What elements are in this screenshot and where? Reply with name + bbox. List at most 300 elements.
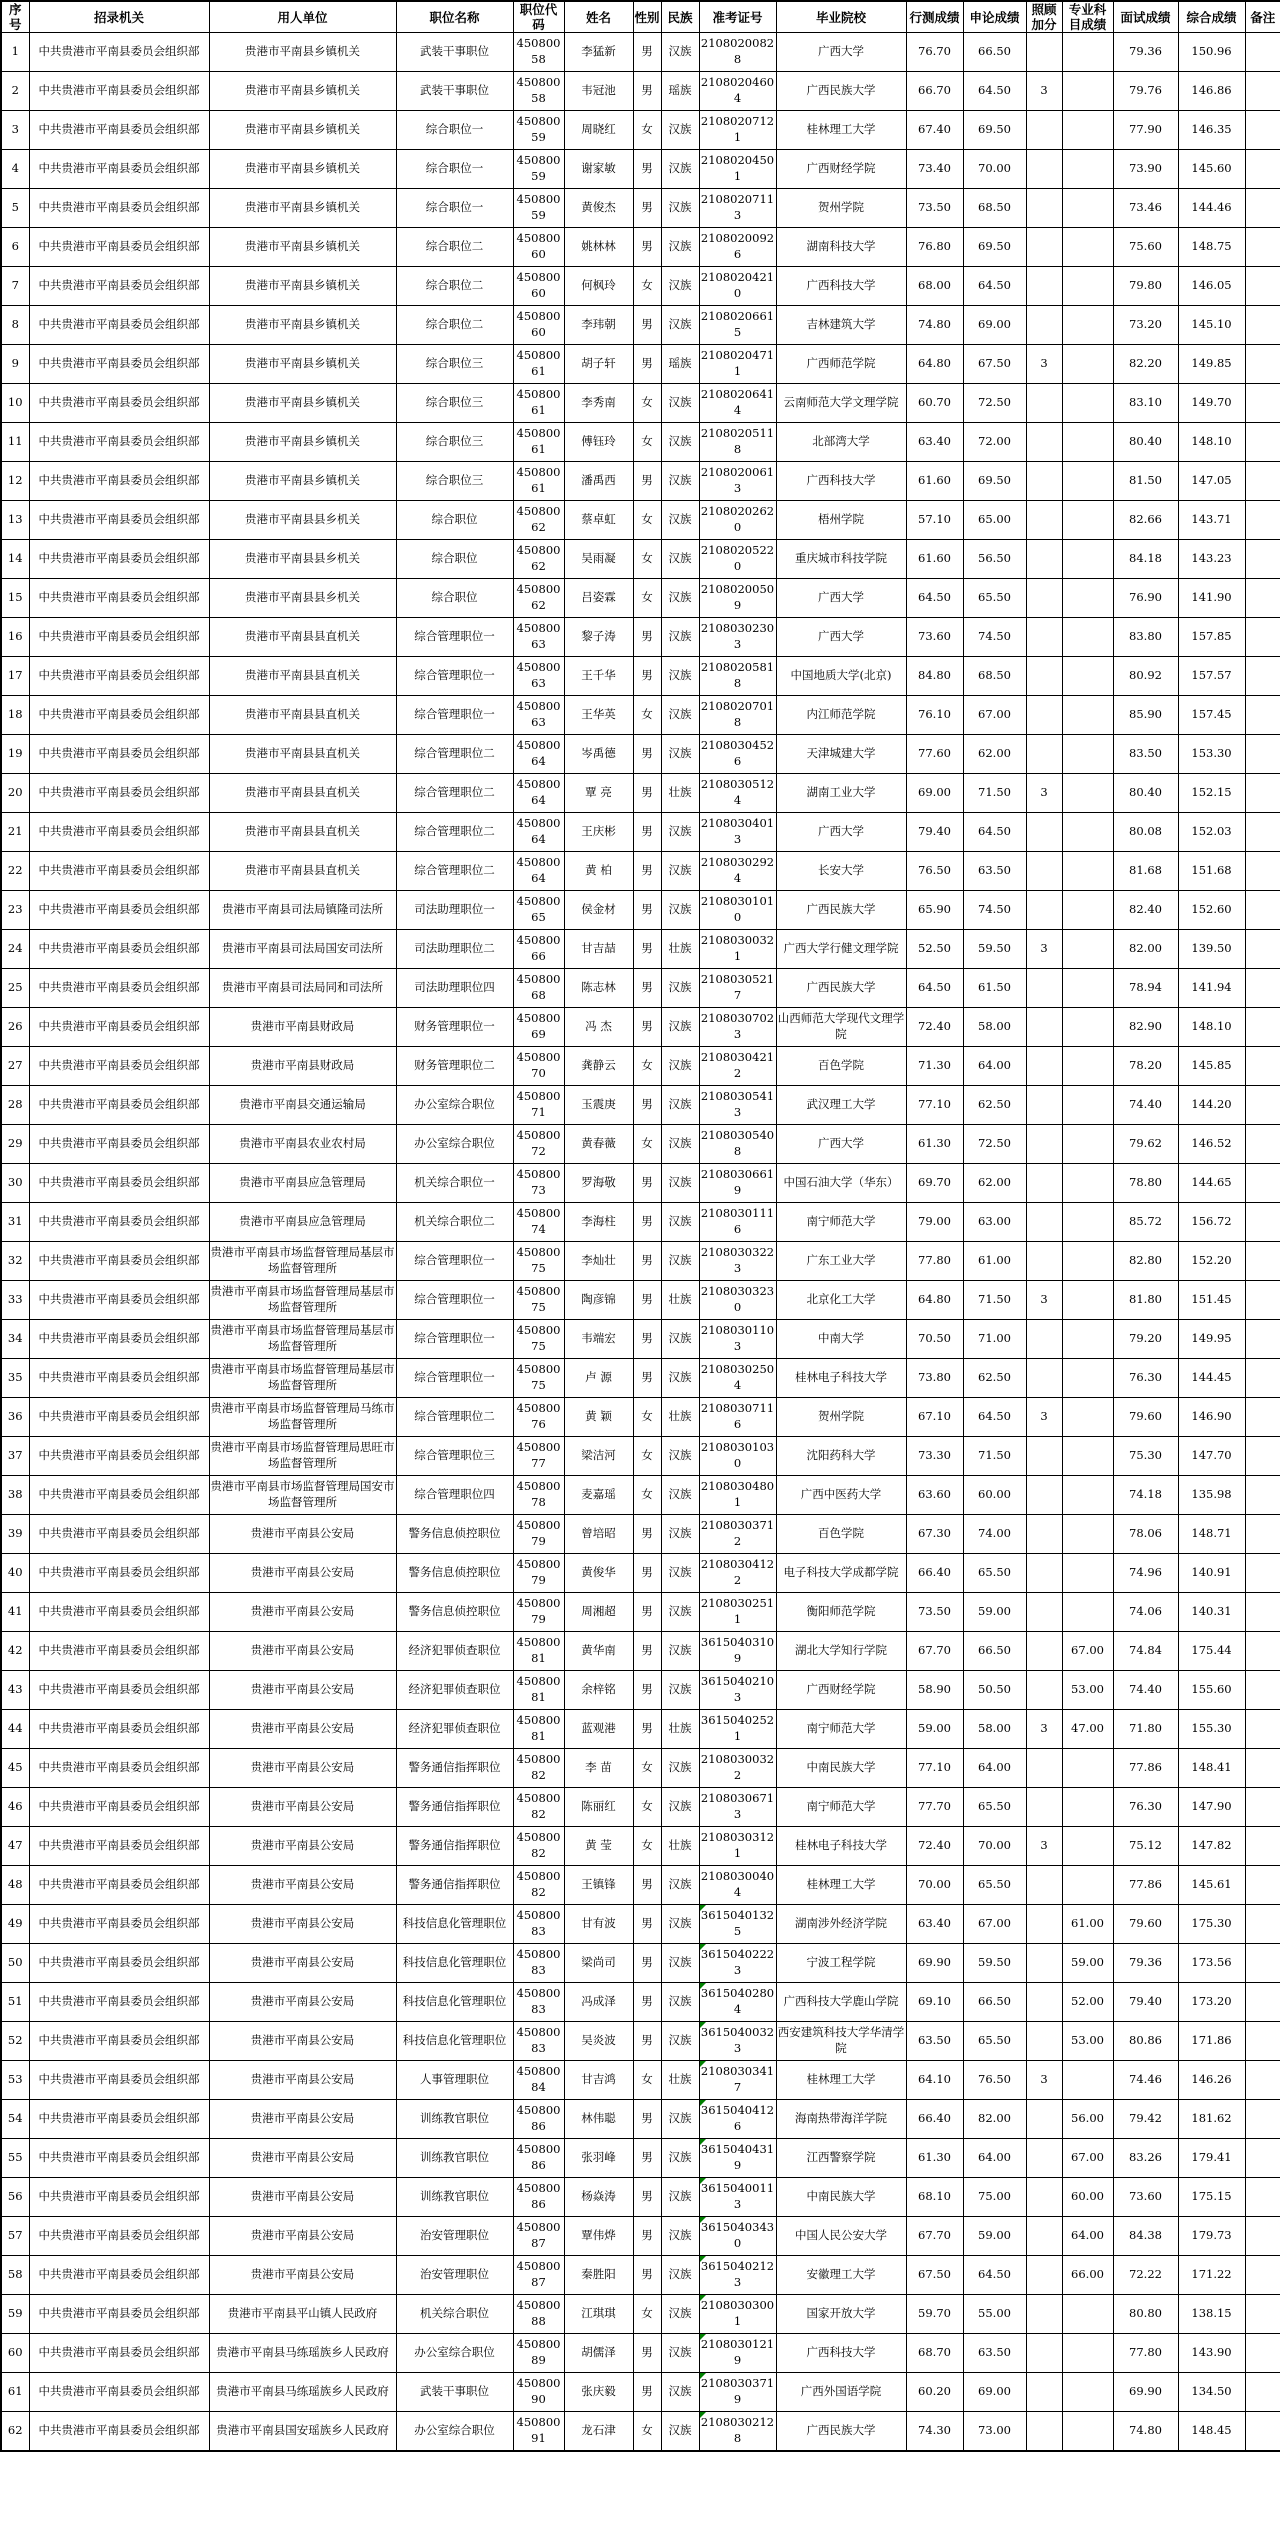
table-row xyxy=(1,1944,1280,1983)
professional-subject-score xyxy=(1062,852,1113,891)
recruiting-organ: 中共贵港市平南县委员会组织部 xyxy=(29,384,209,423)
candidate-name: 麦嘉瑶 xyxy=(564,1476,633,1515)
exam-number: 21080205220 xyxy=(699,540,776,579)
employing-unit: 贵港市平南县公安局 xyxy=(209,2256,396,2295)
gender: 男 xyxy=(633,1359,661,1398)
aptitude-score: 77.80 xyxy=(906,1242,963,1281)
professional-subject-score xyxy=(1062,501,1113,540)
exam-number: 21080302504 xyxy=(699,1359,776,1398)
aptitude-score: 60.70 xyxy=(906,384,963,423)
overall-score: 157.57 xyxy=(1178,657,1245,696)
position-code: 45080058 xyxy=(513,33,564,72)
interview-score: 77.90 xyxy=(1113,111,1178,150)
ethnicity: 汉族 xyxy=(661,1320,699,1359)
professional-subject-score xyxy=(1062,1437,1113,1476)
bonus-points xyxy=(1026,1125,1062,1164)
ethnicity: 汉族 xyxy=(661,2334,699,2373)
employing-unit: 贵港市平南县市场监督管理局基层市场监督管理所 xyxy=(209,1281,396,1320)
overall-score: 179.73 xyxy=(1178,2217,1245,2256)
gender: 男 xyxy=(633,969,661,1008)
position-name: 科技信息化管理职位 xyxy=(396,1983,513,2022)
bonus-points xyxy=(1026,696,1062,735)
employing-unit: 贵港市平南县公安局 xyxy=(209,1632,396,1671)
aptitude-score: 59.70 xyxy=(906,2295,963,2334)
graduation-school: 吉林建筑大学 xyxy=(776,306,906,345)
exam-number: 21080200613 xyxy=(699,462,776,501)
exam-number: 21080301103 xyxy=(699,1320,776,1359)
gender: 女 xyxy=(633,1827,661,1866)
exam-number: 21080304013 xyxy=(699,813,776,852)
graduation-school: 广西大学 xyxy=(776,1125,906,1164)
graduation-school: 广西科技大学鹿山学院 xyxy=(776,1983,906,2022)
remark xyxy=(1245,1944,1280,1983)
position-code: 45080082 xyxy=(513,1788,564,1827)
aptitude-score: 66.40 xyxy=(906,1554,963,1593)
essay-score: 74.50 xyxy=(963,891,1026,930)
aptitude-score: 63.40 xyxy=(906,1905,963,1944)
essay-score: 59.50 xyxy=(963,1944,1026,1983)
bonus-points xyxy=(1026,735,1062,774)
ethnicity: 汉族 xyxy=(661,618,699,657)
ethnicity: 汉族 xyxy=(661,423,699,462)
recruiting-organ: 中共贵港市平南县委员会组织部 xyxy=(29,462,209,501)
graduation-school: 广西财经学院 xyxy=(776,150,906,189)
table-row xyxy=(1,852,1280,891)
essay-score: 61.50 xyxy=(963,969,1026,1008)
position-name: 财务管理职位一 xyxy=(396,1008,513,1047)
essay-score: 72.00 xyxy=(963,423,1026,462)
overall-score: 179.41 xyxy=(1178,2139,1245,2178)
interview-score: 74.40 xyxy=(1113,1671,1178,1710)
gender: 男 xyxy=(633,1632,661,1671)
position-code: 45080064 xyxy=(513,735,564,774)
row-number: 61 xyxy=(1,2373,29,2412)
employing-unit: 贵港市平南县公安局 xyxy=(209,2217,396,2256)
interview-score: 76.90 xyxy=(1113,579,1178,618)
gender: 女 xyxy=(633,2412,661,2452)
table-row xyxy=(1,1710,1280,1749)
overall-score: 152.60 xyxy=(1178,891,1245,930)
cell-error-flag-triangle xyxy=(700,2022,706,2028)
candidate-name: 张羽峰 xyxy=(564,2139,633,2178)
employing-unit: 贵港市平南县公安局 xyxy=(209,2100,396,2139)
row-number: 26 xyxy=(1,1008,29,1047)
aptitude-score: 72.40 xyxy=(906,1008,963,1047)
ethnicity: 汉族 xyxy=(661,111,699,150)
position-code: 45080075 xyxy=(513,1281,564,1320)
overall-score: 146.26 xyxy=(1178,2061,1245,2100)
remark xyxy=(1245,1242,1280,1281)
recruiting-organ: 中共贵港市平南县委员会组织部 xyxy=(29,1398,209,1437)
row-number: 6 xyxy=(1,228,29,267)
graduation-school: 安徽理工大学 xyxy=(776,2256,906,2295)
essay-score: 71.50 xyxy=(963,1281,1026,1320)
gender: 男 xyxy=(633,2256,661,2295)
row-number: 32 xyxy=(1,1242,29,1281)
interview-score: 79.80 xyxy=(1113,267,1178,306)
position-name: 警务信息侦控职位 xyxy=(396,1515,513,1554)
bonus-points xyxy=(1026,2295,1062,2334)
essay-score: 64.50 xyxy=(963,1398,1026,1437)
bonus-points xyxy=(1026,2178,1062,2217)
table-row xyxy=(1,2100,1280,2139)
cell-error-flag-triangle xyxy=(700,1944,706,1950)
graduation-school: 广西财经学院 xyxy=(776,1671,906,1710)
gender: 男 xyxy=(633,1086,661,1125)
candidate-name: 覃伟烨 xyxy=(564,2217,633,2256)
interview-score: 84.18 xyxy=(1113,540,1178,579)
position-name: 综合职位二 xyxy=(396,306,513,345)
aptitude-score: 59.00 xyxy=(906,1710,963,1749)
recruiting-organ: 中共贵港市平南县委员会组织部 xyxy=(29,1008,209,1047)
overall-score: 140.91 xyxy=(1178,1554,1245,1593)
position-name: 综合管理职位四 xyxy=(396,1476,513,1515)
gender: 女 xyxy=(633,1125,661,1164)
header-row xyxy=(1,1,1280,33)
position-code: 45080059 xyxy=(513,189,564,228)
overall-score: 141.94 xyxy=(1178,969,1245,1008)
employing-unit: 贵港市平南县平山镇人民政府 xyxy=(209,2295,396,2334)
column-header-professional-subject-score: 专业科目成绩 xyxy=(1062,1,1113,33)
essay-score: 69.00 xyxy=(963,306,1026,345)
graduation-school: 广西民族大学 xyxy=(776,2412,906,2452)
position-code: 45080059 xyxy=(513,111,564,150)
professional-subject-score xyxy=(1062,1554,1113,1593)
aptitude-score: 65.90 xyxy=(906,891,963,930)
professional-subject-score xyxy=(1062,930,1113,969)
professional-subject-score xyxy=(1062,969,1113,1008)
interview-score: 74.80 xyxy=(1113,2412,1178,2452)
table-row xyxy=(1,579,1280,618)
table-row xyxy=(1,1359,1280,1398)
ethnicity: 壮族 xyxy=(661,774,699,813)
professional-subject-score xyxy=(1062,2412,1113,2452)
row-number: 15 xyxy=(1,579,29,618)
recruiting-organ: 中共贵港市平南县委员会组织部 xyxy=(29,540,209,579)
professional-subject-score xyxy=(1062,1242,1113,1281)
gender: 男 xyxy=(633,1320,661,1359)
exam-number: 21080204711 xyxy=(699,345,776,384)
bonus-points xyxy=(1026,657,1062,696)
candidate-name: 潘禹西 xyxy=(564,462,633,501)
position-name: 武装干事职位 xyxy=(396,2373,513,2412)
position-name: 综合职位一 xyxy=(396,111,513,150)
recruiting-organ: 中共贵港市平南县委员会组织部 xyxy=(29,1632,209,1671)
position-name: 综合职位三 xyxy=(396,384,513,423)
essay-score: 65.00 xyxy=(963,501,1026,540)
bonus-points xyxy=(1026,267,1062,306)
employing-unit: 贵港市平南县乡镇机关 xyxy=(209,423,396,462)
position-name: 办公室综合职位 xyxy=(396,1086,513,1125)
position-code: 45080061 xyxy=(513,423,564,462)
table-row xyxy=(1,267,1280,306)
overall-score: 144.65 xyxy=(1178,1164,1245,1203)
ethnicity: 汉族 xyxy=(661,1203,699,1242)
professional-subject-score: 67.00 xyxy=(1062,1632,1113,1671)
exam-number: 36150400323 xyxy=(699,2022,776,2061)
table-row xyxy=(1,891,1280,930)
position-code: 45080089 xyxy=(513,2334,564,2373)
exam-number: 36150404126 xyxy=(699,2100,776,2139)
candidate-name: 李海柱 xyxy=(564,1203,633,1242)
column-header-ethnicity: 民族 xyxy=(661,1,699,33)
professional-subject-score xyxy=(1062,267,1113,306)
remark xyxy=(1245,969,1280,1008)
row-number: 22 xyxy=(1,852,29,891)
column-header-overall-score: 综合成绩 xyxy=(1178,1,1245,33)
aptitude-score: 76.70 xyxy=(906,33,963,72)
essay-score: 69.50 xyxy=(963,111,1026,150)
essay-score: 62.00 xyxy=(963,1164,1026,1203)
candidate-name: 陶彦锦 xyxy=(564,1281,633,1320)
recruiting-organ: 中共贵港市平南县委员会组织部 xyxy=(29,306,209,345)
exam-number: 21080307116 xyxy=(699,1398,776,1437)
ethnicity: 汉族 xyxy=(661,2178,699,2217)
remark xyxy=(1245,1164,1280,1203)
graduation-school: 湖北大学知行学院 xyxy=(776,1632,906,1671)
candidate-name: 王华英 xyxy=(564,696,633,735)
row-number: 16 xyxy=(1,618,29,657)
graduation-school: 广西民族大学 xyxy=(776,72,906,111)
ethnicity: 汉族 xyxy=(661,384,699,423)
interview-score: 76.30 xyxy=(1113,1788,1178,1827)
bonus-points: 3 xyxy=(1026,1827,1062,1866)
essay-score: 63.50 xyxy=(963,2334,1026,2373)
overall-score: 147.82 xyxy=(1178,1827,1245,1866)
professional-subject-score: 47.00 xyxy=(1062,1710,1113,1749)
ethnicity: 壮族 xyxy=(661,930,699,969)
interview-score: 77.86 xyxy=(1113,1866,1178,1905)
row-number: 11 xyxy=(1,423,29,462)
recruiting-organ: 中共贵港市平南县委员会组织部 xyxy=(29,1671,209,1710)
aptitude-score: 77.60 xyxy=(906,735,963,774)
candidate-name: 王庆彬 xyxy=(564,813,633,852)
column-header-position-code: 职位代码 xyxy=(513,1,564,33)
ethnicity: 汉族 xyxy=(661,1008,699,1047)
essay-score: 67.00 xyxy=(963,1905,1026,1944)
professional-subject-score xyxy=(1062,813,1113,852)
position-code: 45080083 xyxy=(513,1983,564,2022)
row-number: 3 xyxy=(1,111,29,150)
recruiting-organ: 中共贵港市平南县委员会组织部 xyxy=(29,2217,209,2256)
candidate-name: 蓝观港 xyxy=(564,1710,633,1749)
candidate-name: 蔡卓虹 xyxy=(564,501,633,540)
aptitude-score: 63.40 xyxy=(906,423,963,462)
ethnicity: 汉族 xyxy=(661,2373,699,2412)
ethnicity: 汉族 xyxy=(661,228,699,267)
recruiting-organ: 中共贵港市平南县委员会组织部 xyxy=(29,2295,209,2334)
row-number: 21 xyxy=(1,813,29,852)
graduation-school: 广西民族大学 xyxy=(776,969,906,1008)
interview-score: 77.80 xyxy=(1113,2334,1178,2373)
graduation-school: 云南师范大学文理学院 xyxy=(776,384,906,423)
recruiting-organ: 中共贵港市平南县委员会组织部 xyxy=(29,1788,209,1827)
essay-score: 58.00 xyxy=(963,1008,1026,1047)
aptitude-score: 73.50 xyxy=(906,189,963,228)
bonus-points xyxy=(1026,1086,1062,1125)
graduation-school: 中南大学 xyxy=(776,1320,906,1359)
candidate-name: 余梓铭 xyxy=(564,1671,633,1710)
essay-score: 64.00 xyxy=(963,1047,1026,1086)
position-code: 45080060 xyxy=(513,228,564,267)
cell-error-flag-triangle xyxy=(700,2061,706,2067)
candidate-name: 吴炎波 xyxy=(564,2022,633,2061)
ethnicity: 汉族 xyxy=(661,501,699,540)
table-row xyxy=(1,1203,1280,1242)
interview-score: 82.66 xyxy=(1113,501,1178,540)
position-code: 45080063 xyxy=(513,657,564,696)
row-number: 23 xyxy=(1,891,29,930)
remark xyxy=(1245,423,1280,462)
table-row xyxy=(1,384,1280,423)
essay-score: 67.50 xyxy=(963,345,1026,384)
graduation-school: 天津城建大学 xyxy=(776,735,906,774)
recruiting-organ: 中共贵港市平南县委员会组织部 xyxy=(29,1554,209,1593)
graduation-school: 沈阳药科大学 xyxy=(776,1437,906,1476)
professional-subject-score xyxy=(1062,1164,1113,1203)
aptitude-score: 64.50 xyxy=(906,969,963,1008)
professional-subject-score: 53.00 xyxy=(1062,1671,1113,1710)
ethnicity: 汉族 xyxy=(661,462,699,501)
interview-score: 82.80 xyxy=(1113,1242,1178,1281)
interview-score: 78.06 xyxy=(1113,1515,1178,1554)
candidate-name: 侯金材 xyxy=(564,891,633,930)
employing-unit: 贵港市平南县乡镇机关 xyxy=(209,462,396,501)
employing-unit: 贵港市平南县县直机关 xyxy=(209,735,396,774)
graduation-school: 广西大学 xyxy=(776,618,906,657)
graduation-school: 衡阳师范学院 xyxy=(776,1593,906,1632)
employing-unit: 贵港市平南县司法局同和司法所 xyxy=(209,969,396,1008)
overall-score: 152.03 xyxy=(1178,813,1245,852)
position-code: 45080062 xyxy=(513,540,564,579)
graduation-school: 广西民族大学 xyxy=(776,891,906,930)
employing-unit: 贵港市平南县市场监督管理局基层市场监督管理所 xyxy=(209,1242,396,1281)
position-name: 经济犯罪侦查职位 xyxy=(396,1632,513,1671)
overall-score: 148.10 xyxy=(1178,423,1245,462)
overall-score: 146.90 xyxy=(1178,1398,1245,1437)
candidate-name: 韦端宏 xyxy=(564,1320,633,1359)
professional-subject-score: 60.00 xyxy=(1062,2178,1113,2217)
position-code: 45080081 xyxy=(513,1632,564,1671)
position-code: 45080068 xyxy=(513,969,564,1008)
interview-score: 78.20 xyxy=(1113,1047,1178,1086)
recruiting-organ: 中共贵港市平南县委员会组织部 xyxy=(29,111,209,150)
bonus-points xyxy=(1026,2412,1062,2452)
interview-score: 76.30 xyxy=(1113,1359,1178,1398)
candidate-name: 周晓红 xyxy=(564,111,633,150)
remark xyxy=(1245,1398,1280,1437)
professional-subject-score xyxy=(1062,1866,1113,1905)
ethnicity: 瑶族 xyxy=(661,72,699,111)
candidate-name: 秦胜阳 xyxy=(564,2256,633,2295)
table-row xyxy=(1,72,1280,111)
candidate-name: 周湘超 xyxy=(564,1593,633,1632)
row-number: 58 xyxy=(1,2256,29,2295)
employing-unit: 贵港市平南县县直机关 xyxy=(209,696,396,735)
position-code: 45080060 xyxy=(513,267,564,306)
ethnicity: 汉族 xyxy=(661,1593,699,1632)
table-row xyxy=(1,150,1280,189)
overall-score: 153.30 xyxy=(1178,735,1245,774)
row-number: 24 xyxy=(1,930,29,969)
exam-number: 21080301030 xyxy=(699,1437,776,1476)
employing-unit: 贵港市平南县应急管理局 xyxy=(209,1164,396,1203)
gender: 男 xyxy=(633,657,661,696)
recruiting-organ: 中共贵港市平南县委员会组织部 xyxy=(29,618,209,657)
candidate-name: 甘有波 xyxy=(564,1905,633,1944)
employing-unit: 贵港市平南县国安瑶族乡人民政府 xyxy=(209,2412,396,2452)
professional-subject-score xyxy=(1062,1359,1113,1398)
professional-subject-score xyxy=(1062,150,1113,189)
exam-number: 21080301219 xyxy=(699,2334,776,2373)
professional-subject-score: 66.00 xyxy=(1062,2256,1113,2295)
gender: 女 xyxy=(633,501,661,540)
exam-number: 21080207113 xyxy=(699,189,776,228)
remark xyxy=(1245,1554,1280,1593)
row-number: 13 xyxy=(1,501,29,540)
professional-subject-score xyxy=(1062,423,1113,462)
professional-subject-score xyxy=(1062,2061,1113,2100)
exam-number: 21080304212 xyxy=(699,1047,776,1086)
aptitude-score: 73.60 xyxy=(906,618,963,657)
remark xyxy=(1245,2178,1280,2217)
position-name: 财务管理职位二 xyxy=(396,1047,513,1086)
ethnicity: 壮族 xyxy=(661,1827,699,1866)
professional-subject-score xyxy=(1062,1047,1113,1086)
employing-unit: 贵港市平南县县直机关 xyxy=(209,852,396,891)
candidate-name: 王镇锋 xyxy=(564,1866,633,1905)
employing-unit: 贵港市平南县马练瑶族乡人民政府 xyxy=(209,2373,396,2412)
gender: 男 xyxy=(633,1281,661,1320)
bonus-points xyxy=(1026,852,1062,891)
aptitude-score: 66.40 xyxy=(906,2100,963,2139)
employing-unit: 贵港市平南县财政局 xyxy=(209,1047,396,1086)
aptitude-score: 74.80 xyxy=(906,306,963,345)
gender: 男 xyxy=(633,2022,661,2061)
exam-number: 21080202620 xyxy=(699,501,776,540)
interview-score: 85.72 xyxy=(1113,1203,1178,1242)
table-row xyxy=(1,657,1280,696)
essay-score: 65.50 xyxy=(963,1866,1026,1905)
row-number: 55 xyxy=(1,2139,29,2178)
table-row xyxy=(1,1866,1280,1905)
ethnicity: 汉族 xyxy=(661,1086,699,1125)
position-code: 45080063 xyxy=(513,618,564,657)
position-code: 45080086 xyxy=(513,2139,564,2178)
employing-unit: 贵港市平南县公安局 xyxy=(209,1788,396,1827)
bonus-points xyxy=(1026,1242,1062,1281)
professional-subject-score xyxy=(1062,579,1113,618)
row-number: 48 xyxy=(1,1866,29,1905)
table-row xyxy=(1,189,1280,228)
ethnicity: 汉族 xyxy=(661,1242,699,1281)
position-code: 45080071 xyxy=(513,1086,564,1125)
position-name: 武装干事职位 xyxy=(396,72,513,111)
overall-score: 141.90 xyxy=(1178,579,1245,618)
bonus-points xyxy=(1026,462,1062,501)
overall-score: 157.85 xyxy=(1178,618,1245,657)
position-code: 45080075 xyxy=(513,1359,564,1398)
position-name: 综合管理职位一 xyxy=(396,657,513,696)
essay-score: 66.50 xyxy=(963,1983,1026,2022)
cell-error-flag-triangle xyxy=(700,2256,706,2262)
overall-score: 148.45 xyxy=(1178,2412,1245,2452)
ethnicity: 汉族 xyxy=(661,2412,699,2452)
exam-number: 21080302511 xyxy=(699,1593,776,1632)
graduation-school: 广西科技大学 xyxy=(776,462,906,501)
interview-score: 73.46 xyxy=(1113,189,1178,228)
remark xyxy=(1245,2412,1280,2452)
